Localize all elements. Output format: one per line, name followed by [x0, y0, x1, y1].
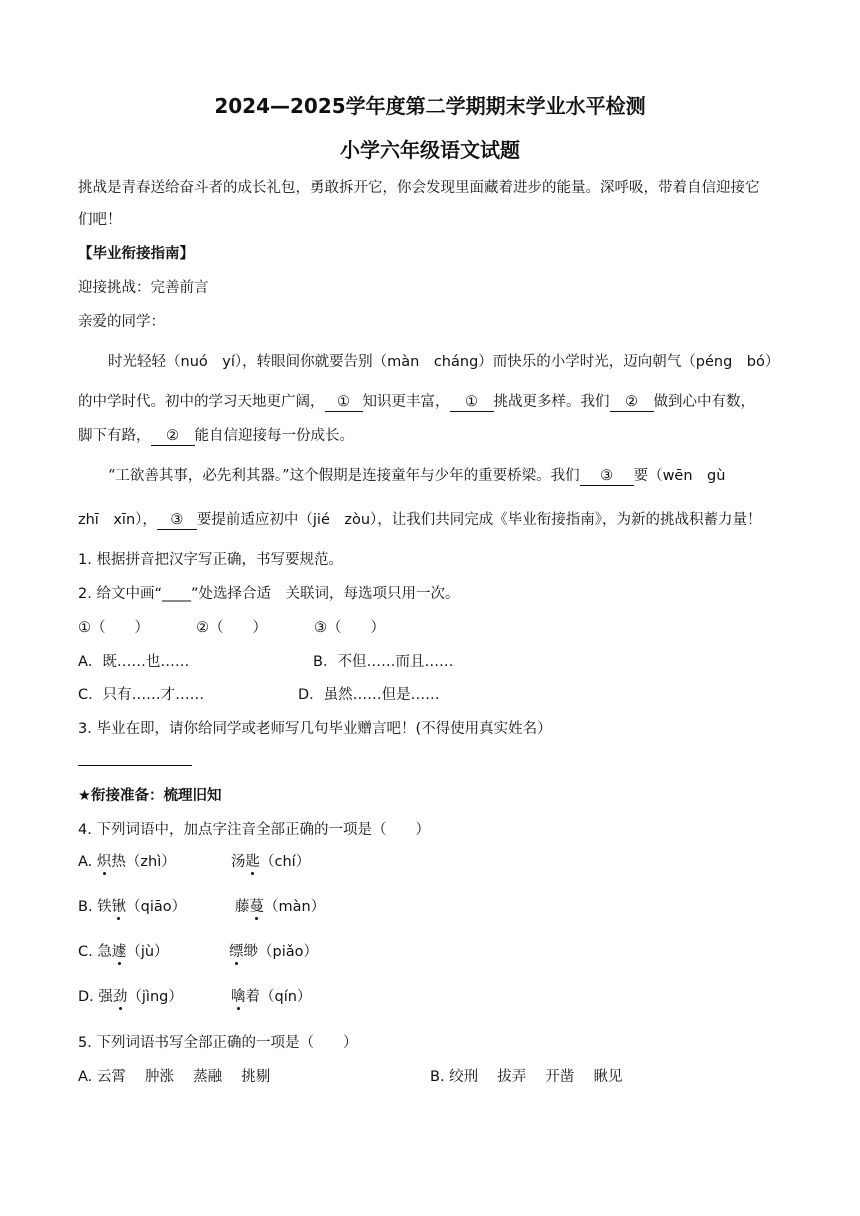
passage-p2-line1: “工欲善其事，必先利其器。”这个假期是连接童年与少年的重要桥梁。我们 ③ 要（wēn gù: [108, 468, 726, 484]
question-5-stem: 5. 下列词语书写全部正确的一项是（ ）: [78, 1035, 358, 1051]
q4-option-b: B. 铁锹（qiāo）: [78, 899, 187, 915]
passage-p1-line1: 时光轻轻（nuó yí），转眼间你就要告别（màn cháng）而快乐的小学时光，迈向朝气（péng bó）: [108, 354, 780, 370]
answer-slot-1[interactable]: ①（ ）: [78, 620, 149, 636]
question-4-stem: 4. 下列词语中，加点字注音全部正确的一项是（ ）: [78, 822, 430, 838]
answer-line[interactable]: [78, 765, 192, 766]
question-3: 3. 毕业在即，请你给同学或老师写几句毕业赠言吧！(不得使用真实姓名）: [78, 721, 552, 737]
section-heading-guide: 【毕业衔接指南】: [78, 246, 194, 262]
answer-slot-3[interactable]: ③（ ）: [314, 620, 385, 636]
greeting: 亲爱的同学：: [78, 314, 165, 330]
pinyin-3: péng bó: [695, 354, 765, 370]
section-subheading: 迎接挑战：完善前言: [78, 280, 209, 296]
passage-p1-line3: 脚下有路， ② 能自信迎接每一份成长。: [78, 428, 354, 444]
q4-option-a-word2: 汤匙（chí）: [231, 854, 311, 870]
answer-slot-2[interactable]: ②（ ）: [196, 620, 267, 636]
q4-option-a: A. 炽热（zhì）: [78, 854, 176, 870]
option-b: B．不但……而且……: [313, 654, 454, 670]
fill-blank[interactable]: ②: [610, 393, 654, 412]
passage-p1-line2: 的中学时代。初中的学习天地更广阔， ① 知识更丰富， ① 挑战更多样。我们 ② 做到心中有数，: [78, 394, 755, 410]
q5-option-b: B. 绞刑 拔弄 开凿 瞅见: [430, 1069, 623, 1085]
option-c: C．只有……才……: [78, 687, 205, 703]
intro-line-2: 们吧！: [78, 212, 122, 228]
exam-title: 2024—2025学年度第二学期期末学业水平检测: [214, 94, 646, 118]
fill-blank[interactable]: ②: [151, 427, 195, 446]
pinyin-5: zhī xīn: [78, 512, 136, 528]
pinyin-2: màn cháng: [387, 354, 479, 370]
question-2: 2. 给文中画“____”处选择合适 关联词，每选项只用一次。: [78, 586, 460, 602]
fill-blank[interactable]: ③: [580, 467, 634, 486]
option-d: D．虽然……但是……: [298, 687, 440, 703]
exam-subtitle: 小学六年级语文试题: [340, 138, 520, 162]
intro-line-1: 挑战是青春送给奋斗者的成长礼包，勇敢拆开它，你会发现里面藏着进步的能量。深呼吸，带着自信迎接它: [78, 180, 760, 196]
pinyin-1: nuó yí: [180, 354, 235, 370]
q4-option-d: D. 强劲（jìng）: [78, 989, 183, 1005]
pinyin-6: jié zòu: [312, 512, 371, 528]
fill-blank[interactable]: ①: [325, 393, 363, 412]
option-a: A．既……也……: [78, 654, 190, 670]
passage-p2-line2: zhī xīn）， ③ 要提前适应初中（jié zòu），让我们共同完成《毕业衔接指南》，为新的挑战积蓄力量！: [78, 512, 762, 528]
q4-option-d-word2: 噙着（qín）: [231, 989, 312, 1005]
fill-blank[interactable]: ①: [450, 393, 494, 412]
q4-option-c: C. 急遽（jù）: [78, 944, 169, 960]
pinyin-4: wēn gù: [662, 468, 726, 484]
fill-blank[interactable]: ③: [157, 511, 197, 530]
q4-option-b-word2: 藤蔓（màn）: [235, 899, 326, 915]
q5-option-a: A. 云霄 肿涨 蒸融 挑剔: [78, 1069, 271, 1085]
question-1: 1. 根据拼音把汉字写正确，书写要规范。: [78, 552, 343, 568]
q4-option-c-word2: 缥缈（piǎo）: [229, 944, 318, 960]
section-heading-prep: ★衔接准备：梳理旧知: [78, 788, 222, 804]
